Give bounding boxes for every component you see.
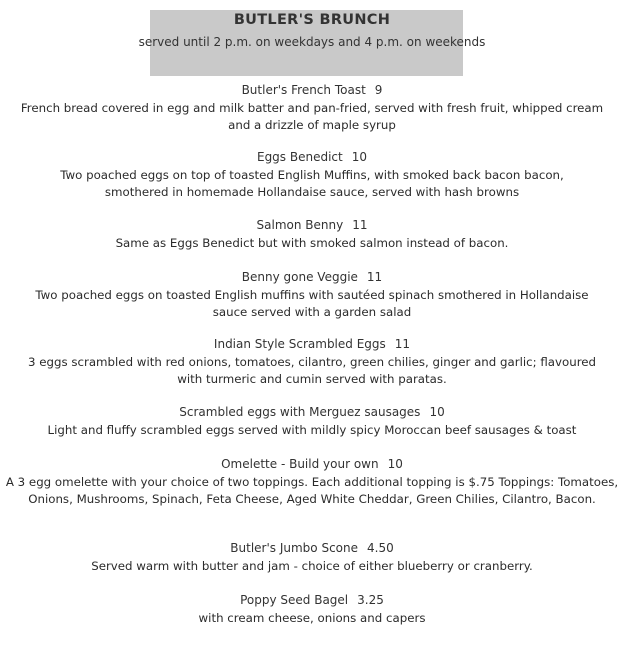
item-name: Salmon Benny	[256, 218, 344, 232]
item-heading	[0, 336, 624, 353]
menu-item	[0, 592, 624, 627]
menu-item	[0, 82, 624, 134]
item-name: Scrambled eggs with Merguez sausages	[179, 405, 421, 419]
item-description: Two poached eggs on toasted English muffins with sautéed spinach smothered in Hollandaise sauce served with a garden salad	[35, 288, 589, 319]
item-heading	[0, 269, 624, 286]
item-name: Poppy Seed Bagel	[240, 593, 349, 607]
item-name: Eggs Benedict	[256, 150, 343, 164]
menu-item	[0, 149, 624, 201]
item-heading	[0, 592, 624, 609]
item-price: 10	[351, 150, 368, 164]
item-description: A 3 egg omelette with your choice of two toppings. Each additional topping is $.75 Toppings: Tomatoes, Onions, Mushrooms, Spinach, Feta Cheese, Aged White Cheddar, Green Chilies, Cilantro, Bacon.	[5, 475, 619, 506]
item-price: 4.50	[367, 541, 394, 555]
item-name: Omelette - Build your own	[221, 457, 379, 471]
menu-item	[0, 404, 624, 439]
item-description: Served warm with butter and jam - choice of either blueberry or cranberry.	[91, 559, 533, 573]
item-heading	[0, 540, 624, 557]
item-description: Two poached eggs on top of toasted English Muffins, with smoked back bacon bacon, smothered in homemade Hollandaise sauce, served with hash browns	[60, 168, 564, 199]
item-name: Benny gone Veggie	[241, 270, 358, 284]
menu-item	[0, 540, 624, 575]
menu-subtitle: served until 2 p.m. on weekdays and 4 p.m. on weekends	[138, 35, 486, 49]
item-heading	[0, 404, 624, 421]
item-name: Butler's Jumbo Scone	[230, 541, 358, 555]
item-price: 9	[374, 83, 383, 97]
item-heading	[0, 149, 624, 166]
item-price: 11	[394, 337, 411, 351]
item-heading	[0, 217, 624, 234]
item-description: with cream cheese, onions and capers	[198, 611, 426, 625]
menu-item	[0, 456, 624, 508]
item-price: 10	[387, 457, 403, 471]
item-price: 3.25	[357, 593, 384, 607]
item-price: 11	[366, 270, 383, 284]
menu-title: BUTLER'S BRUNCH	[233, 12, 391, 28]
menu-item	[0, 269, 624, 321]
item-name: Indian Style Scrambled Eggs	[213, 337, 386, 351]
item-heading	[0, 82, 624, 99]
menu-item	[0, 217, 624, 252]
item-description: 3 eggs scrambled with red onions, tomatoes, cilantro, green chilies, ginger and garlic; flavoured with turmeric and cumin served with paratas.	[27, 355, 597, 386]
item-price: 10	[429, 405, 445, 419]
item-description: French bread covered in egg and milk batter and pan-fried, served with fresh fruit, whipped cream and a drizzle of maple syrup	[20, 101, 604, 132]
item-name: Butler's French Toast	[241, 83, 366, 97]
item-description: Light and fluffy scrambled eggs served with mildly spicy Moroccan beef sausages & toast	[47, 423, 577, 437]
item-price: 11	[352, 218, 368, 232]
item-description: Same as Eggs Benedict but with smoked salmon instead of bacon.	[115, 236, 509, 250]
item-heading	[0, 456, 624, 473]
menu-item	[0, 336, 624, 388]
